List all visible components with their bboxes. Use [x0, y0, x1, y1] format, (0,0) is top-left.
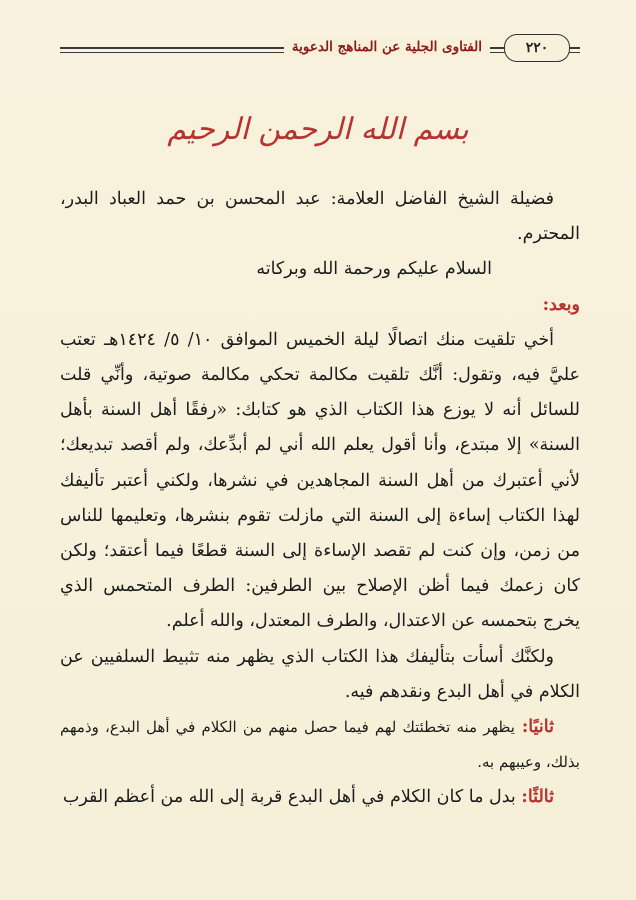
page-number: ٢٢٠ — [504, 34, 570, 62]
book-title: الفتاوى الجلية عن المناهج الدعوية — [284, 36, 490, 58]
wa-bad-line — [60, 288, 580, 323]
third-point-text: بدل ما كان الكلام في أهل البدع قربة إلى الله من أعظم القرب — [62, 787, 516, 808]
second-point-text: يظهر منه تخطئتك لهم فيما حصل منهم من الكلام في أهل البدع، وذمهم بذلك، وعيبهم به. — [60, 718, 580, 772]
third-point-paragraph — [60, 780, 580, 815]
third-point-label: ثالثًا: — [521, 787, 554, 808]
salutation-paragraph: فضيلة الشيخ الفاضل العلامة: عبد المحسن بن حمد العباد البدر، المحترم. — [60, 189, 580, 245]
first-point-paragraph: ولكنَّك أسأت بتأليفك هذا الكتاب الذي يظهر منه تثبيط السلفيين عن الكلام في أهل البدع ونقدهم فيه. — [60, 646, 580, 702]
greeting-line: السلام عليكم ورحمة الله وبركاته — [256, 259, 492, 280]
wa-bad-label: وبعد: — [542, 294, 580, 315]
second-point-paragraph — [60, 710, 580, 780]
main-paragraph: أخي تلقيت منك اتصالًا ليلة الخميس الموافق ١٠/ ٥/ ١٤٢٤هـ تعتب عليَّ فيه، وتقول: أنَّك تلقيت مكالمة تحكي مكالمة صوتية، وأنِّي قلت للسائل أنه لا يوزع هذا الكتاب الذي هو كتابك: «رفقًا أهل السنة بأهل السنة» إلا مبتدع، وأنا أقول يعلم الله أني لم أبدِّعك، ولم أقصد تبديعك؛ لأني أعتبرك من أهل السنة المجاهدين في نشرها، ولكني أعتبر تأليفك لهذا الكتاب إساءة إلى السنة التي مازلت تقوم بنشرها، وتعليمها للناس من زمن، وإن كنت لم تقصد الإساءة إلى السنة قطعًا فيما أعتقد؛ ولكن كان زعمك فيما أظن الإصلاح بين الطرفين: الطرف المتحمس الذي يخرج بتحمسه عن الاعتدال، والطرف المعتدل، والله أعلم. — [60, 329, 580, 632]
page-header — [60, 34, 580, 62]
page-content — [60, 182, 580, 816]
basmala-calligraphy: بسم الله الرحمن الرحيم — [167, 112, 469, 147]
second-point-label: ثانيًا: — [521, 717, 554, 738]
